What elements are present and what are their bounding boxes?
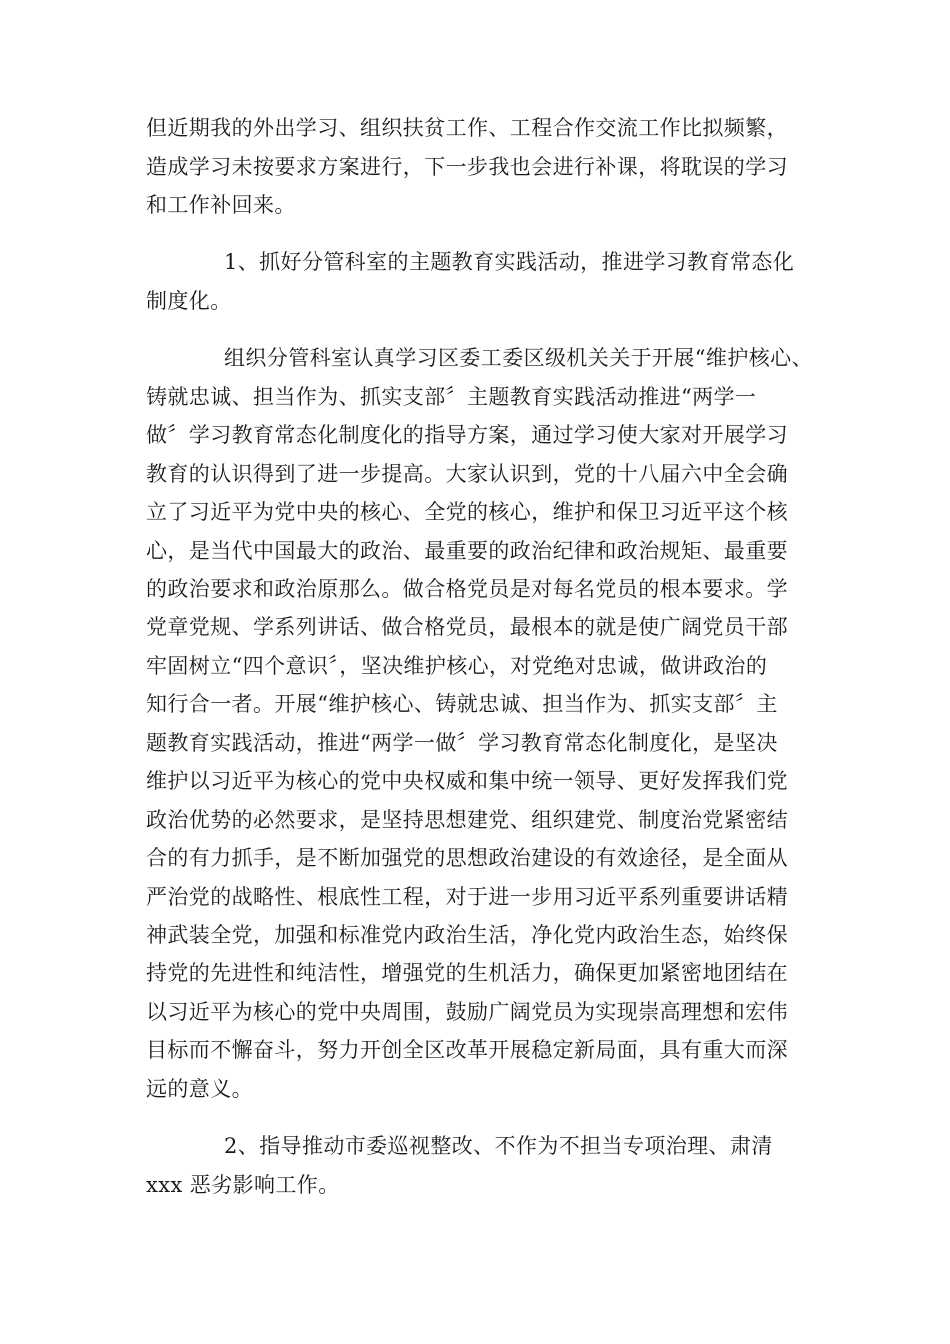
body-line: 铸就忠诚、担当作为、抓实支部〞主题教育实践活动推进“两学一 <box>146 385 757 409</box>
intro-line: 造成学习未按要求方案进行，下一步我也会进行补课，将耽误的学习 <box>146 155 788 179</box>
body-line: 教育的认识得到了进一步提高。大家认识到，党的十八届六中全会确 <box>146 462 788 486</box>
body-line: 政治优势的必然要求，是坚持思想建党、组织建党、制度治党紧密结 <box>146 808 788 832</box>
intro-line: 和工作补回来。 <box>146 193 296 217</box>
body-line: 持党的先进性和纯洁性，增强党的生机活力，确保更加紧密地团结在 <box>146 961 788 985</box>
section-heading-2-cont: xxx 恶劣影响工作。 <box>146 1173 340 1197</box>
body-line: 合的有力抓手，是不断加强党的思想政治建设的有效途径，是全面从 <box>146 846 788 870</box>
body-line: 知行合一者。开展“维护核心、铸就忠诚、担当作为、抓实支部〞主 <box>146 692 778 716</box>
body-line: 心，是当代中国最大的政治、最重要的政治纪律和政治规矩、最重要 <box>146 539 788 563</box>
section-heading-1: 1、抓好分管科室的主题教育实践活动，推进学习教育常态化 <box>224 250 795 274</box>
section-heading-2: 2、指导推动市委巡视整改、不作为不担当专项治理、肃清 <box>224 1134 773 1158</box>
body-line: 党章党规、学系列讲话、做合格党员，最根本的就是使广阔党员干部 <box>146 615 788 639</box>
body-line: 立了习近平为党中央的核心、全党的核心，维护和保卫习近平这个核 <box>146 500 788 524</box>
body-line: 的政治要求和政治原那么。做合格党员是对每名党员的根本要求。学 <box>146 577 788 601</box>
body-line: 组织分管科室认真学习区委工委区级机关关于开展“维护核心、 <box>224 346 813 370</box>
body-line: 神武装全党，加强和标准党内政治生活，净化党内政治生态，始终保 <box>146 923 788 947</box>
body-line: 远的意义。 <box>146 1077 253 1101</box>
section-heading-1-cont: 制度化。 <box>146 289 232 313</box>
body-line: 维护以习近平为核心的党中央权威和集中统一领导、更好发挥我们党 <box>146 769 788 793</box>
body-line: 做〞学习教育常态化制度化的指导方案，通过学习使大家对开展学习 <box>146 423 788 447</box>
body-line: 以习近平为核心的党中央周围，鼓励广阔党员为实现崇高理想和宏伟 <box>146 1000 788 1024</box>
body-line: 题教育实践活动，推进“两学一做〞学习教育常态化制度化，是坚决 <box>146 731 778 755</box>
body-line: 牢固树立“四个意识〞，坚决维护核心，对党绝对忠诚，做讲政治的 <box>146 654 768 678</box>
body-line: 严治党的战略性、根底性工程，对于进一步用习近平系列重要讲话精 <box>146 885 788 909</box>
body-line: 目标而不懈奋斗，努力开创全区改革开展稳定新局面，具有重大而深 <box>146 1038 788 1062</box>
intro-line: 但近期我的外出学习、组织扶贫工作、工程合作交流工作比拟频繁， <box>146 116 788 140</box>
